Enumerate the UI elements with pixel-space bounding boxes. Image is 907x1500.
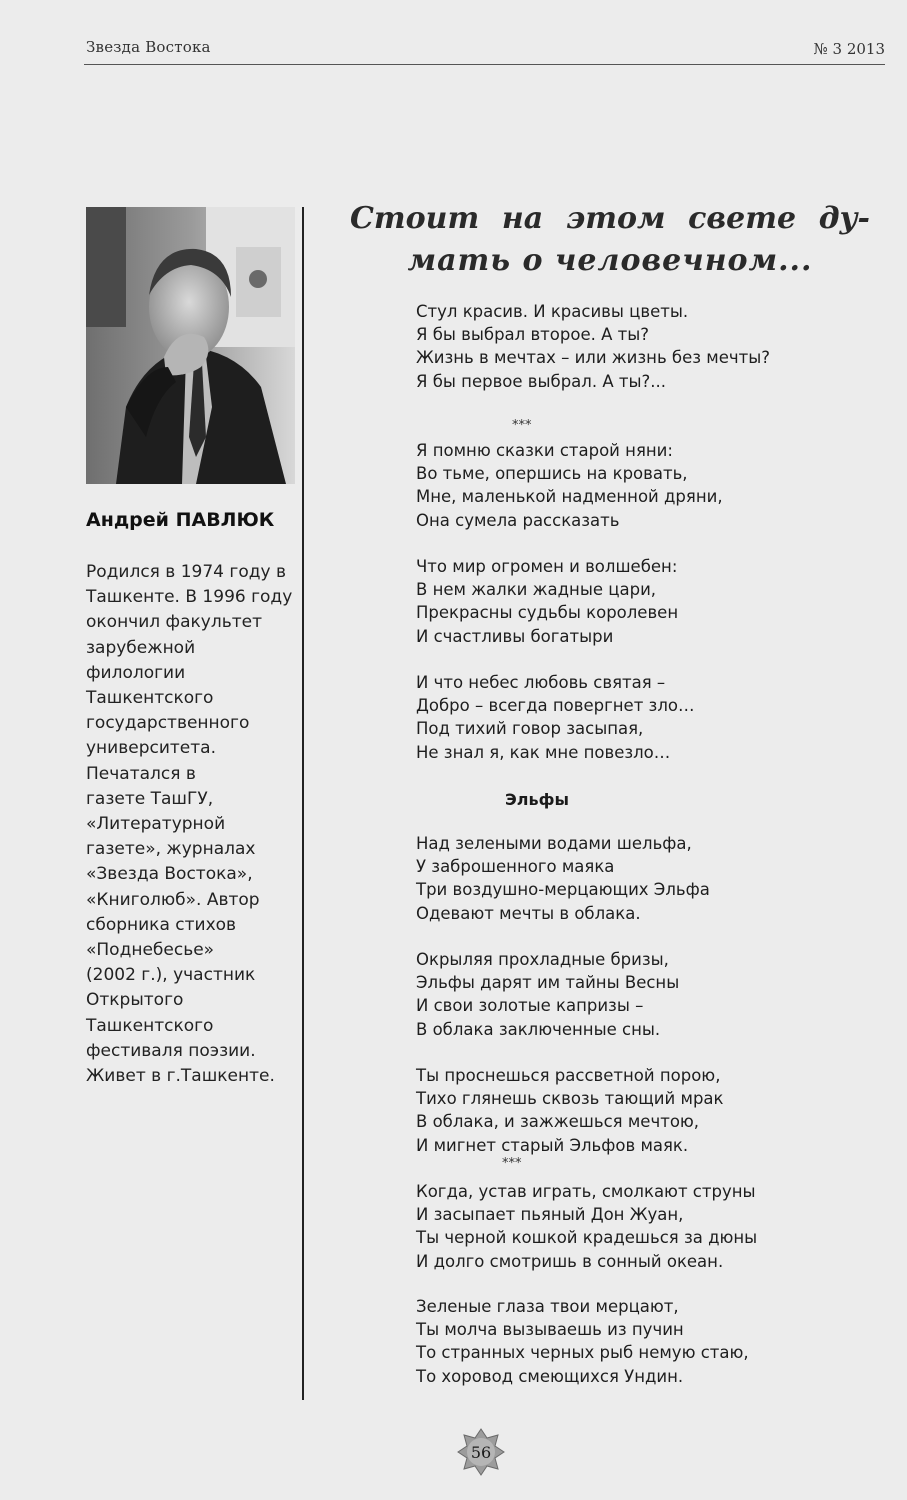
bio-line: газете», журналах bbox=[86, 839, 256, 860]
bio-line: газете ТашГУ, bbox=[86, 788, 214, 809]
verse-line: И мигнет старый Эльфов маяк. bbox=[416, 1135, 689, 1155]
verse-line: Ты молча вызываешь из пучин bbox=[416, 1320, 684, 1340]
stanza bbox=[416, 555, 678, 648]
stanza bbox=[416, 1064, 724, 1157]
stanza bbox=[416, 1180, 757, 1273]
bio-line: Ташкентского bbox=[86, 688, 214, 709]
bio-line: «Книголюб». Автор bbox=[86, 889, 260, 910]
verse-line: Стул красив. И красивы цветы. bbox=[416, 302, 689, 321]
verse-line: И свои золотые капризы – bbox=[416, 996, 644, 1016]
bio-line: «Поднебесье» bbox=[86, 940, 215, 961]
bio-line: зарубежной bbox=[86, 637, 196, 658]
title-word: этом bbox=[565, 201, 666, 236]
bio-line: «Литературной bbox=[86, 814, 226, 835]
bio-line: филологии bbox=[86, 662, 186, 683]
verse-line: Эльфы дарят им тайны Весны bbox=[416, 973, 680, 993]
verse-line: Не знал я, как мне повезло… bbox=[416, 742, 671, 762]
bio-line: Ташкенте. В 1996 году bbox=[86, 587, 293, 608]
section-stars: *** bbox=[502, 1156, 522, 1171]
verse-line: И долго смотришь в сонный океан. bbox=[416, 1251, 724, 1271]
page-number-badge bbox=[457, 1428, 505, 1476]
bio-line: государственного bbox=[86, 713, 250, 734]
title-word: на bbox=[501, 201, 544, 236]
author-photo bbox=[86, 207, 295, 484]
stanza bbox=[416, 300, 770, 393]
verse-line: У заброшенного маяка bbox=[416, 857, 615, 877]
stanza bbox=[416, 948, 679, 1041]
title-word: Стоит bbox=[350, 201, 480, 236]
verse-line: В облака, и зажжешься мечтою, bbox=[416, 1112, 700, 1132]
verse-line: В нем жалки жадные цари, bbox=[416, 580, 657, 600]
verse-line: Я бы выбрал второе. А ты? bbox=[416, 325, 650, 345]
verse-line: Одевают мечты в облака. bbox=[416, 903, 641, 923]
bio-line: окончил факультет bbox=[86, 612, 262, 633]
verse-line: В облака заключенные сны. bbox=[416, 1019, 661, 1039]
bio-line: Открытого bbox=[86, 990, 184, 1011]
stanza bbox=[416, 671, 694, 764]
journal-name: Звезда Востока bbox=[86, 38, 211, 56]
verse-line: Ты проснешься рассветной порою, bbox=[416, 1066, 721, 1085]
bio-line: сборника стихов bbox=[86, 914, 237, 935]
verse-line: Мне, маленькой надменной дряни, bbox=[416, 487, 723, 507]
title-line-2: мать о человечном... bbox=[407, 243, 813, 278]
title-word: ду- bbox=[818, 201, 870, 236]
column-divider bbox=[302, 207, 304, 1400]
title-word: свете bbox=[688, 201, 797, 236]
verse-line: Я помню сказки старой няни: bbox=[416, 441, 673, 460]
poem-title bbox=[350, 198, 870, 282]
verse-line: И засыпает пьяный Дон Жуан, bbox=[416, 1205, 684, 1225]
verse-line: И что небес любовь святая – bbox=[416, 673, 666, 692]
verse-line: Прекрасны судьбы королевен bbox=[416, 603, 679, 623]
verse-line: То хоровод смеющихся Ундин. bbox=[416, 1366, 684, 1386]
verse-line: И счастливы богатыри bbox=[416, 626, 614, 646]
verse-line: Я бы первое выбрал. А ты?... bbox=[416, 371, 666, 391]
verse-line: Три воздушно-мерцающих Эльфа bbox=[416, 880, 710, 900]
bio-line: «Звезда Востока», bbox=[86, 864, 253, 885]
verse-line: Тихо глянешь сквозь тающий мрак bbox=[416, 1089, 724, 1109]
stanza bbox=[416, 832, 710, 925]
bio-line: фестиваля поэзии. bbox=[86, 1040, 256, 1061]
stanza bbox=[416, 439, 723, 532]
bio-line: Печатался в bbox=[86, 763, 196, 784]
bio-line: Ташкентского bbox=[86, 1015, 214, 1036]
author-bio bbox=[86, 560, 301, 1089]
verse-line: Добро – всегда повергнет зло… bbox=[416, 696, 695, 716]
bio-line: Живет в г.Ташкенте. bbox=[86, 1066, 275, 1087]
bio-line: Родился в 1974 году в bbox=[86, 562, 286, 582]
verse-line: Ты черной кошкой крадешься за дюны bbox=[416, 1228, 758, 1248]
verse-line: Во тьме, опершись на кровать, bbox=[416, 464, 688, 484]
verse-line: Под тихий говор засыпая, bbox=[416, 719, 644, 739]
verse-line: Зеленые глаза твои мерцают, bbox=[416, 1297, 679, 1316]
poem-subtitle: Эльфы bbox=[505, 790, 569, 809]
issue-number: № 3 2013 bbox=[813, 40, 885, 58]
verse-line: Окрыляя прохладные бризы, bbox=[416, 950, 669, 969]
page-number: 56 bbox=[470, 1443, 492, 1462]
verse-line: То странных черных рыб немую стаю, bbox=[416, 1343, 749, 1363]
verse-line: Она сумела рассказать bbox=[416, 510, 620, 530]
section-stars: *** bbox=[512, 418, 532, 433]
header-rule bbox=[84, 64, 885, 65]
stanza bbox=[416, 1295, 749, 1388]
bio-line: (2002 г.), участник bbox=[86, 965, 256, 986]
verse-line: Над зелеными водами шельфа, bbox=[416, 834, 692, 853]
bio-line: университета. bbox=[86, 738, 216, 759]
verse-line: Что мир огромен и волшебен: bbox=[416, 557, 678, 576]
author-name: Андрей ПАВЛЮК bbox=[86, 509, 275, 531]
verse-line: Жизнь в мечтах – или жизнь без мечты? bbox=[416, 348, 771, 368]
verse-line: Когда, устав играть, смолкают струны bbox=[416, 1182, 756, 1201]
